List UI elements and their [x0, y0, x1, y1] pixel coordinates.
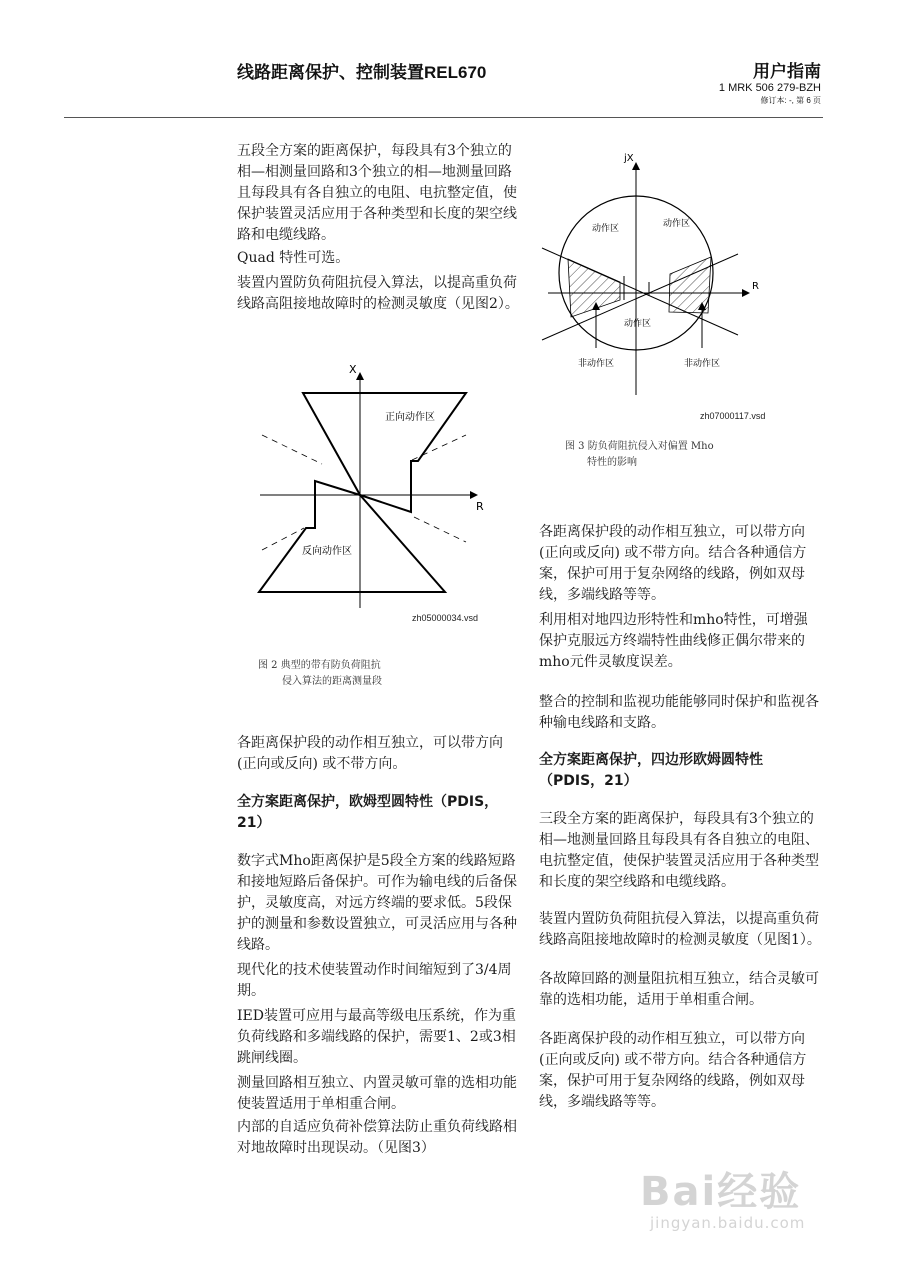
- right-column-text: [539, 522, 821, 1113]
- reverse-zone-label: 反向动作区: [302, 546, 352, 557]
- left-hatched-region: [568, 259, 620, 317]
- figure-2-caption: [258, 658, 382, 690]
- watermark-logo: Bai经验: [640, 1169, 802, 1215]
- document-title: 线路距离保护、控制装置REL670: [237, 63, 487, 82]
- jx-axis-label: jX: [624, 153, 634, 164]
- figure-3-code: zh07000117.vsd: [700, 411, 766, 421]
- figure-2-diagram: [240, 360, 500, 620]
- forward-zone-polygon: [303, 393, 466, 512]
- section-heading-quad: 全方案距离保护，四边形欧姆圆特性（PDIS，21）: [539, 752, 763, 789]
- header-divider: [64, 117, 823, 118]
- non-operate-right-label: 非动作区: [684, 359, 721, 369]
- right-hatched-region: [669, 257, 711, 313]
- quad-paragraph-2: 装置内置防负荷阻抗侵入算法，以提高重负荷线路高阻接地故障时的检测灵敏度（见图1）。: [539, 911, 821, 948]
- mho-paragraph-1: 数字式Mho距离保护是5段全方案的线路短路和接地短路后备保护。可作为输电线的后备保护，灵敏度高，对远方终端的要求低。5段保护的测量和参数设置独立，可灵活应用与各种线路。: [237, 853, 517, 953]
- revision-page: 修订本: -, 第 6 页: [760, 96, 821, 105]
- load-line: [262, 435, 322, 464]
- document-number: 1 MRK 506 279-BZH: [718, 82, 821, 94]
- mho-paragraph-3: IED装置可应用与最高等级电压系统，作为重负荷线路和多端线路的保护，需要1、2或3相跳闸线圈。: [237, 1008, 516, 1066]
- right-paragraph-1: 各距离保护段的动作相互独立，可以带方向 (正向或反向) 或不带方向。结合各种通信方案，保护可用于复杂网络的线路，例如双母线，多端线路等等。: [539, 524, 807, 603]
- figure-3-caption: [565, 439, 714, 471]
- mho-paragraph-4: 测量回路相互独立、内置灵敏可靠的选相功能使装置适用于单相重合闸。: [237, 1075, 517, 1112]
- operate-zone-right-label: 动作区: [663, 219, 691, 229]
- load-line: [412, 435, 466, 460]
- direction-paragraph: 各距离保护段的动作相互独立，可以带方向 (正向或反向) 或不带方向。: [237, 735, 503, 772]
- operate-zone-bottom-label: 动作区: [624, 319, 652, 329]
- figure-2-caption-line-2: 侵入算法的距离测量段: [282, 676, 382, 687]
- left-lower-text: [237, 733, 519, 1159]
- header-meta: [719, 62, 821, 106]
- r-axis-label: R: [752, 281, 759, 292]
- mho-paragraph-5: 内部的自适应负荷补偿算法防止重负荷线路相对地故障时出现误动。（见图3）: [237, 1119, 517, 1156]
- left-intro-text: [237, 141, 519, 315]
- user-guide-label: 用户指南: [753, 62, 821, 81]
- forward-zone-label: 正向动作区: [385, 412, 435, 423]
- r-axis-label: R: [476, 500, 484, 513]
- right-paragraph-2: 利用相对地四边形特性和mho特性，可增强保护克服远方终端特性曲线修正偶尔带来的mho元件灵敏度误差。: [539, 612, 808, 670]
- figure-2-code: zh05000034.vsd: [412, 613, 479, 623]
- x-axis-label: X: [349, 363, 357, 376]
- intro-paragraph-3: 装置内置防负荷阻抗侵入算法，以提高重负荷线路高阻接地故障时的检测灵敏度（见图2）。: [237, 275, 519, 312]
- reverse-zone-polygon: [259, 481, 445, 592]
- figure-2-caption-line-1: 图 2 典型的带有防负荷阻抗: [258, 660, 381, 671]
- watermark-url: jingyan.baidu.com: [650, 1214, 806, 1232]
- section-heading-mho: 全方案距离保护，欧姆型圆特性（PDIS，21）: [237, 794, 499, 831]
- quad-paragraph-3: 各故障回路的测量阻抗相互独立，结合灵敏可靠的选相功能，适用于单相重合闸。: [539, 971, 819, 1008]
- operate-zone-left-label: 动作区: [592, 224, 620, 234]
- figure-3-caption-line-1: 图 3 防负荷阻抗侵入对偏置 Mho: [565, 441, 714, 452]
- intro-paragraph-2: Quad 特性可选。: [237, 250, 350, 266]
- quad-paragraph-4: 各距离保护段的动作相互独立，可以带方向 (正向或反向) 或不带方向。结合各种通信方案，保护可用于复杂网络的线路，例如双母线，多端线路等等。: [539, 1031, 807, 1110]
- watermark: [640, 1170, 805, 1232]
- non-operate-left-label: 非动作区: [578, 359, 615, 369]
- mho-paragraph-2: 现代化的技术使装置动作时间缩短到了3/4周期。: [237, 962, 512, 999]
- load-line: [414, 517, 466, 542]
- figure-3-caption-line-2: 特性的影响: [587, 457, 637, 468]
- intro-paragraph-1: 五段全方案的距离保护，每段具有3个独立的相—相测量回路和3个独立的相—地测量回路且每段具有各自独立的电阻、电抗整定值，使保护装置灵活应用于各种类型和长度的架空线路和电缆线路。: [237, 143, 517, 243]
- figure-3-diagram: [538, 150, 768, 410]
- quad-paragraph-1: 三段全方案的距离保护，每段具有3个独立的相—地测量回路且每段具有各自独立的电阻、电抗整定值，使保护装置灵活应用于各种类型和长度的架空线路和电缆线路。: [539, 811, 819, 890]
- right-paragraph-3: 整合的控制和监视功能能够同时保护和监视各种输电线路和支路。: [539, 694, 819, 731]
